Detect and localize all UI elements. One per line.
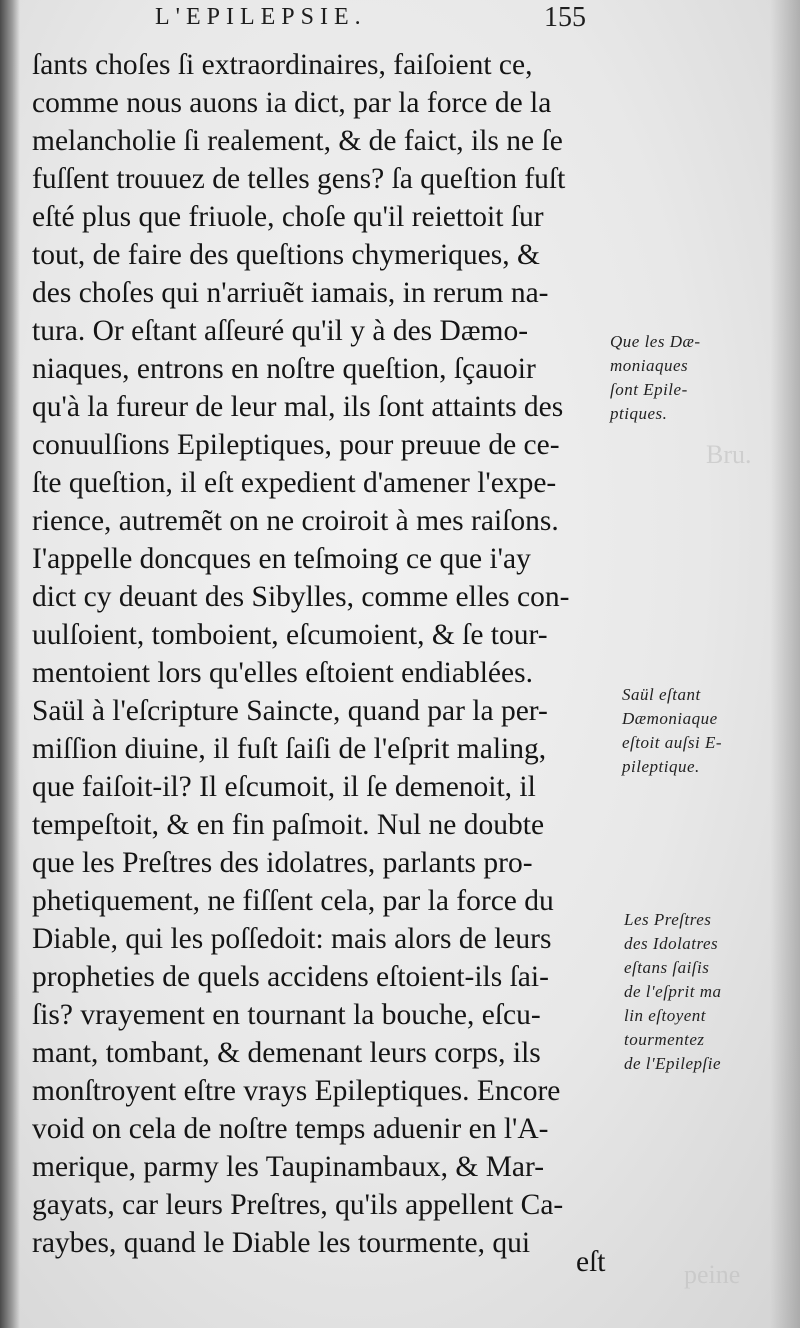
bleed-through-text: peine — [684, 1260, 741, 1289]
text-line: rience, autremẽt on ne croiroit à mes raiſons. — [32, 505, 559, 537]
margin-note-line: eſtoit auſsi E- — [622, 733, 723, 752]
text-line: ſis? vrayement en tournant la bouche, eſcu- — [32, 999, 541, 1031]
text-line: niaques, entrons en noſtre queſtion, ſçauoir — [32, 353, 536, 385]
text-line: Saül à l'eſcripture Saincte, quand par la per- — [32, 695, 548, 727]
running-title: L'EPILEPSIE. — [155, 4, 367, 30]
text-line: tout, de faire des queſtions chymeriques, & — [32, 239, 540, 271]
margin-note-line: moniaques — [610, 356, 689, 375]
text-line: fuſſent trouuez de telles gens? ſa queſtion fuſt — [32, 163, 566, 195]
text-line: propheties de quels accidens eſtoient-ils ſai- — [32, 961, 549, 993]
margin-note-line: Que les Dæ- — [610, 332, 701, 351]
text-line: que faiſoit-il? Il eſcumoit, il ſe demenoit, il — [32, 771, 536, 803]
text-line: qu'à la fureur de leur mal, ils ſont attaints des — [32, 391, 564, 423]
text-line: que les Preſtres des idolatres, parlants pro- — [32, 847, 533, 879]
text-line: gayats, car leurs Preſtres, qu'ils appellent Ca- — [32, 1189, 564, 1221]
margin-note-line: pileptique. — [622, 757, 700, 776]
text-line: melancholie ſi realement, & de faict, ils ne ſe — [32, 125, 563, 157]
text-line: I'appelle doncques en teſmoing ce que i'ay — [32, 543, 531, 575]
text-line: Diable, qui les poſſedoit: mais alors de leurs — [32, 923, 552, 955]
text-line: mentoient lors qu'elles eſtoient endiablées. — [32, 657, 533, 689]
margin-note-line: Saül eſtant — [622, 685, 701, 704]
text-line: mant, tombant, & demenant leurs corps, ils — [32, 1037, 541, 1069]
text-line: conuulſions Epileptiques, pour preuue de ce- — [32, 429, 560, 461]
text-line: raybes, quand le Diable les tourmente, qui — [32, 1227, 531, 1259]
margin-note-priests — [624, 908, 794, 1076]
margin-note-line: eſtans ſaiſis — [624, 958, 710, 977]
margin-note-line: ptiques. — [610, 404, 668, 423]
text-line: uulſoient, tomboient, eſcumoient, & ſe tour- — [32, 619, 548, 651]
text-line: ſte queſtion, il eſt expedient d'amener l'expe- — [32, 467, 557, 499]
bleed-through-text: Bru. — [706, 440, 752, 469]
text-line: miſſion diuine, il fuſt ſaiſi de l'eſprit maling, — [32, 733, 547, 765]
margin-note-line: Dæmoniaque — [622, 709, 718, 728]
text-line: dict cy deuant des Sibylles, comme elles con- — [32, 581, 570, 613]
text-line: monſtroyent eſtre vrays Epileptiques. Encore — [32, 1075, 561, 1107]
margin-note-line: tourmentez — [624, 1030, 705, 1049]
text-line: eſté plus que friuole, choſe qu'il reiettoit ſur — [32, 201, 544, 233]
text-line: phetiquement, ne fiſſent cela, par la force du — [32, 885, 554, 917]
margin-note-line: ſont Epile- — [610, 380, 688, 399]
text-line: des choſes qui n'arriuẽt iamais, in rerum na- — [32, 277, 549, 309]
margin-note-line: Les Preſtres — [624, 910, 712, 929]
page-number: 155 — [544, 2, 586, 33]
margin-note-line: lin eſtoyent — [624, 1006, 707, 1025]
text-line: comme nous auons ia dict, par la force de la — [32, 87, 552, 119]
text-line: tempeſtoit, & en fin paſmoit. Nul ne doubte — [32, 809, 545, 841]
text-line: void on cela de noſtre temps aduenir en l'A- — [32, 1113, 549, 1145]
margin-note-line: de l'eſprit ma — [624, 982, 722, 1001]
text-line: tura. Or eſtant aſſeuré qu'il y à des Dæmo- — [32, 315, 529, 347]
margin-note-line: des Idolatres — [624, 934, 719, 953]
catchword: eſt — [576, 1246, 606, 1278]
text-line: ſants choſes ſi extraordinaires, faiſoient ce, — [32, 49, 533, 81]
margin-note-line: de l'Epilepſie — [624, 1054, 722, 1073]
text-line: merique, parmy les Taupinambaux, & Mar- — [32, 1151, 545, 1183]
margin-note-saul — [622, 683, 792, 779]
margin-note-daemoniacs — [610, 330, 780, 426]
